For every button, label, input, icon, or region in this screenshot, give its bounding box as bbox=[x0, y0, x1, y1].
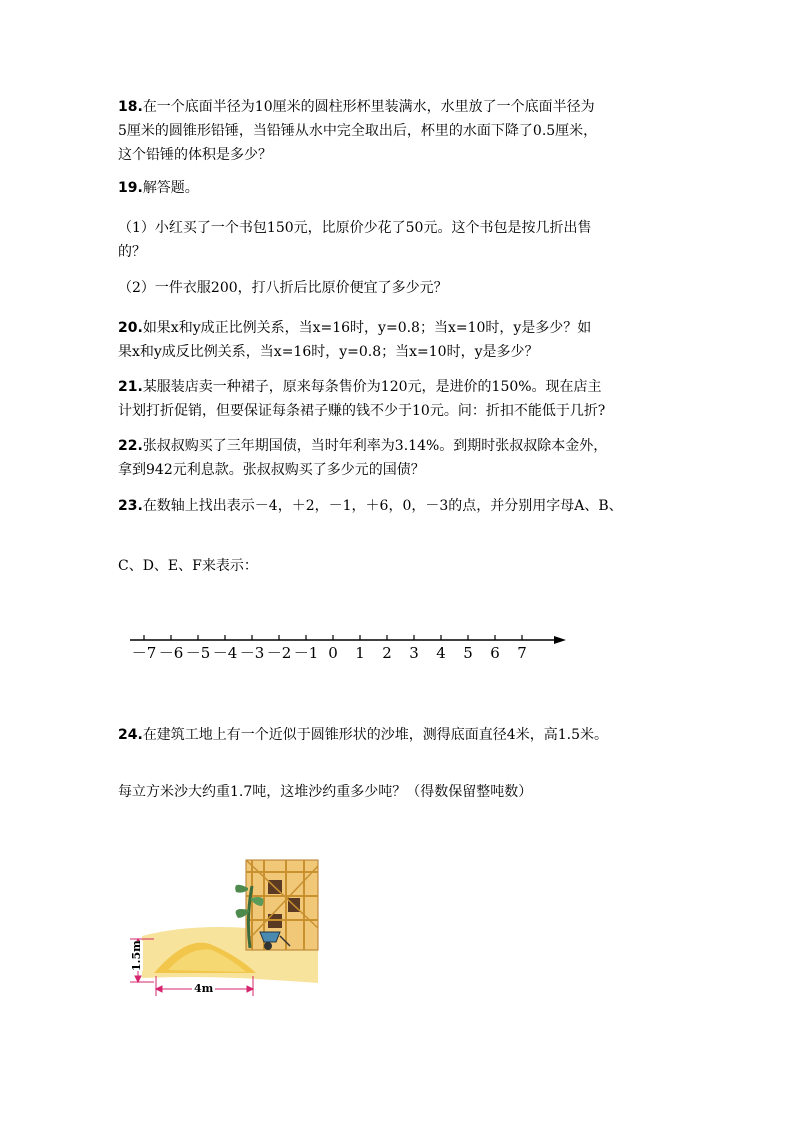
question-text: 的？ bbox=[118, 244, 146, 260]
number-line-label: －5 bbox=[185, 644, 211, 662]
question-number: 18. bbox=[118, 99, 143, 115]
number-line-label: －1 bbox=[293, 644, 319, 662]
question-23-continued bbox=[118, 554, 703, 578]
question-text: 在一个底面半径为10厘米的圆柱形杯里装满水，水里放了一个底面半径为 bbox=[142, 99, 595, 115]
number-line-label: 3 bbox=[409, 644, 419, 662]
question-text: （1）小红买了一个书包150元，比原价少花了50元。这个书包是按几折出售 bbox=[118, 220, 592, 236]
diameter-label: 4m bbox=[194, 982, 214, 995]
question-19-part-1 bbox=[118, 216, 703, 264]
question-text: 如果x和y成正比例关系，当x=16时，y=0.8；当x=10时，y是多少？如 bbox=[142, 320, 592, 336]
sand-pile-figure bbox=[128, 858, 323, 998]
question-text: 果x和y成反比例关系，当x=16时，y=0.8；当x=10时，y是多少？ bbox=[118, 344, 539, 360]
number-line bbox=[120, 628, 580, 668]
number-line-label: －7 bbox=[131, 644, 157, 662]
question-text: 张叔叔购买了三年期国债，当时年利率为3.14%。到期时张叔叔除本金外， bbox=[142, 438, 608, 454]
question-text: 5厘米的圆锥形铅锤，当铅锤从水中完全取出后，杯里的水面下降了0.5厘米， bbox=[118, 123, 598, 139]
question-text: 在建筑工地上有一个近似于圆锥形状的沙堆，测得底面直径4米，高1.5米。 bbox=[142, 727, 608, 743]
number-line-label: －3 bbox=[239, 644, 265, 662]
question-22 bbox=[118, 434, 703, 482]
question-text: 某服装店卖一种裙子，原来每条售价为120元，是进价的150%。现在店主 bbox=[142, 379, 602, 395]
question-text: 拿到942元利息款。张叔叔购买了多少元的国债？ bbox=[118, 462, 425, 478]
number-line-arrow bbox=[554, 636, 566, 644]
question-text: 这个铅锤的体积是多少？ bbox=[118, 147, 272, 163]
question-number: 19. bbox=[118, 180, 143, 196]
question-text: C、D、E、F来表示： bbox=[118, 558, 258, 574]
number-line-label: 5 bbox=[463, 644, 473, 662]
question-title: 解答题。 bbox=[142, 180, 199, 196]
number-line-label: 7 bbox=[517, 644, 527, 662]
question-text: 计划打折促销，但要保证每条裙子赚的钱不少于10元。问：折扣不能低于几折? bbox=[118, 403, 606, 419]
question-18 bbox=[118, 95, 703, 167]
number-line-label: 6 bbox=[490, 644, 500, 662]
question-23 bbox=[118, 494, 703, 518]
question-21 bbox=[118, 375, 703, 423]
number-line-label: －2 bbox=[266, 644, 292, 662]
number-line-label: 1 bbox=[355, 644, 365, 662]
question-number: 20. bbox=[118, 320, 143, 336]
number-line-label: －4 bbox=[212, 644, 238, 662]
number-line-svg bbox=[120, 628, 580, 668]
number-line-label: 4 bbox=[436, 644, 446, 662]
question-19-part-2 bbox=[118, 276, 703, 300]
question-number: 23. bbox=[118, 498, 143, 514]
question-24 bbox=[118, 723, 703, 747]
question-20 bbox=[118, 316, 703, 364]
height-label: 1.5m bbox=[130, 940, 143, 971]
scaffolding-building bbox=[246, 860, 318, 950]
question-text: 每立方米沙大约重1.7吨，这堆沙约重多少吨？（得数保留整吨数） bbox=[118, 784, 533, 800]
question-24-continued bbox=[118, 780, 703, 804]
question-text: （2）一件衣服200，打八折后比原价便宜了多少元？ bbox=[118, 280, 448, 296]
question-number: 21. bbox=[118, 379, 143, 395]
number-line-label: 2 bbox=[382, 644, 392, 662]
question-text: 在数轴上找出表示－4，＋2，－1，＋6，0，－3的点，并分别用字母A、B、 bbox=[142, 498, 623, 514]
question-number: 24. bbox=[118, 727, 143, 743]
number-line-label: －6 bbox=[158, 644, 184, 662]
sand-pile-illustration bbox=[128, 858, 323, 998]
number-line-label: 0 bbox=[328, 644, 338, 662]
question-number: 22. bbox=[118, 438, 143, 454]
question-19 bbox=[118, 176, 703, 200]
